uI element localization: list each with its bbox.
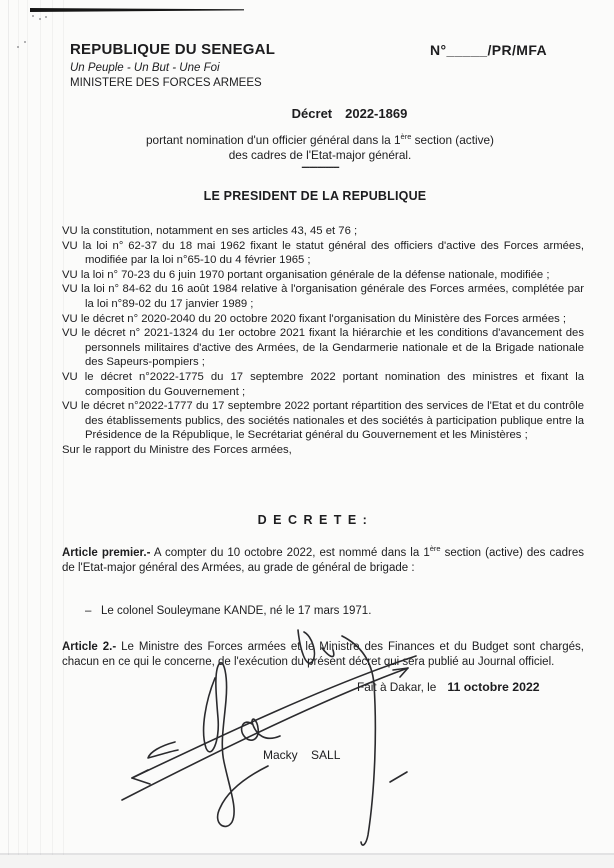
- scan-artifact-line: [40, 0, 41, 868]
- scan-artifact-line: [27, 0, 28, 868]
- report-line: Sur le rapport du Ministre des Forces armées,: [62, 443, 292, 456]
- decree-number: 2022-1869: [345, 106, 408, 121]
- visa-item: VU le décret n° 2020-2040 du 20 octobre 2020 fixant l'organisation du Ministère des Forces armées ;: [62, 312, 567, 325]
- scan-speck: [39, 18, 41, 20]
- visa-item: VU la loi n° 62-37 du 18 mai 1962 fixant le statut général des officiers d'active des Forces armées, modifiée par la loi n°65-10 du 4 février 1965 ;: [62, 239, 584, 267]
- visa-list: [62, 224, 584, 458]
- scan-speck: [17, 46, 19, 48]
- visa-item: VU le décret n° 2021-1324 du 1er octobre 2021 fixant la hiérarchie et les conditions d'avancement des personnels militaires d'active des Armées, de la Gendarmerie nationale et de la Brigade nationale des Sapeurs-pompiers ;: [62, 327, 584, 369]
- scan-artifact-line: [52, 0, 53, 868]
- president-heading: LE PRESIDENT DE LA REPUBLIQUE: [203, 189, 427, 203]
- signature-scrawl: [100, 626, 430, 868]
- visa-item: VU le décret n°2022-1777 du 17 septembre 2022 portant répartition des services de l'Etat et du contrôle des établissements publics, des sociétés nationales et des sociétés à participation publique entre la Présidence de la République, le Secrétariat général du Gouvernement et les Ministères ;: [62, 400, 584, 442]
- scan-speck: [45, 16, 47, 18]
- scan-speck: [24, 41, 26, 43]
- article-premier-label: Article premier.-: [62, 547, 151, 559]
- decree-subject: [0, 133, 614, 162]
- scan-top-line: [30, 8, 244, 12]
- separator-dashes: --------------: [301, 161, 339, 173]
- decree-subject-line1: portant nomination d'un officier général dans la 1ère section (active): [146, 132, 494, 147]
- visa-item: VU la loi n° 70-23 du 6 juin 1970 portant organisation générale de la défense nationale, modifiée ;: [62, 268, 550, 281]
- article-2-label: Article 2.-: [62, 641, 117, 653]
- place-date-label: Fait à Dakar, le: [357, 680, 437, 694]
- decree-date: 11 octobre 2022: [447, 680, 540, 694]
- signer-name: Macky SALL: [263, 748, 341, 762]
- reference-number: N°_____/PR/MFA: [430, 42, 548, 58]
- scan-artifact-line: [8, 0, 9, 868]
- visa-item: VU la constitution, notamment en ses articles 43, 45 et 76 ;: [62, 225, 358, 237]
- letterhead: [70, 40, 275, 91]
- visa-item: VU la loi n° 84-62 du 16 août 1984 relative à l'organisation générale des Forces armées, complétée par la loi n°89-02 du 17 janvier 1989 ;: [62, 283, 584, 310]
- national-motto: Un Peuple - Un But - Une Foi: [70, 61, 220, 74]
- appointee-line: – Le colonel Souleymane KANDE, né le 17 mars 1971.: [85, 605, 372, 617]
- visa-item: VU le décret n°2022-1775 du 17 septembre 2022 portant nomination des ministres et fixant la composition du Gouvernement ;: [62, 370, 584, 398]
- article-premier: Article premier.- A compter du 10 octobre 2022, est nommé dans la 1ère section (active) des cadres de l'Etat-major général des Armées, au grade de général de brigade :: [62, 544, 584, 574]
- article-2: Article 2.- Le Ministre des Forces armées et le Ministre des Finances et du Budget sont chargés, chacun en ce qui le concerne, de l'exécution du présent décret qui sera publié au Journal officiel.: [62, 641, 584, 668]
- decree-title: [0, 106, 614, 121]
- decree-label: Décret: [291, 106, 333, 121]
- scan-artifact-line: [18, 0, 19, 868]
- country-name: REPUBLIQUE DU SENEGAL: [70, 41, 276, 58]
- decree-subject-line2: des cadres de l'Etat-major général.: [228, 147, 412, 162]
- ministry-name: MINISTERE DES FORCES ARMEES: [70, 77, 262, 90]
- scan-speck: [32, 15, 34, 17]
- decrete-heading: D E C R E T E :: [257, 513, 369, 527]
